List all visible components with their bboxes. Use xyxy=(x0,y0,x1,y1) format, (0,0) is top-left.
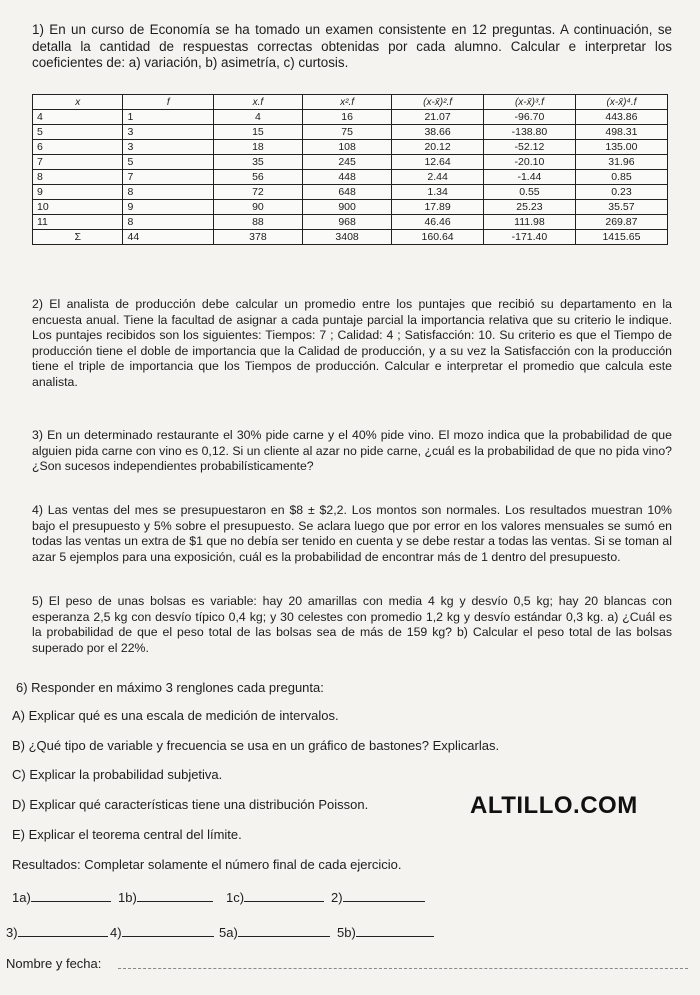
table-cell: 18 xyxy=(213,140,302,155)
table-row xyxy=(33,125,668,140)
table-row xyxy=(33,110,668,125)
table-header-row xyxy=(33,95,668,110)
table-cell: 0.55 xyxy=(483,185,575,200)
table-cell: 3408 xyxy=(302,230,391,245)
table-cell: 900 xyxy=(302,200,391,215)
table-cell: 16 xyxy=(302,110,391,125)
table-cell: -52.12 xyxy=(483,140,575,155)
col-xf: x.f xyxy=(213,95,302,110)
col-dev3: (x-x̄)³.f xyxy=(483,95,575,110)
answer-1c xyxy=(226,890,324,905)
table-row xyxy=(33,140,668,155)
table-cell: 56 xyxy=(213,170,302,185)
answer-5a-blank[interactable] xyxy=(238,925,330,937)
table-cell: 0.85 xyxy=(575,170,667,185)
col-dev4: (x-x̄)⁴.f xyxy=(575,95,667,110)
answer-5a xyxy=(219,925,330,940)
question-2: 2) El analista de producción debe calcular un promedio entre los puntajes que recibió su departamento en la encuesta anual. Tiene la facultad de asignar a cada puntaje parcial la importancia relativa que su criterio le indique. Los puntajes recibidos son los siguientes: Tiempos: 7 ; Calidad: 4 ; Satisfacción: 10. Su criterio es que el Tiempo de producción tiene el doble de importancia que la Calidad de producción, y a su vez la Satisfacción con la producción tiene el triple de importancia que los Tiempos de producción. Calcular e interpretar el promedio que calcula este analista. xyxy=(32,297,672,389)
name-date-field[interactable] xyxy=(118,968,688,969)
table-cell: -171.40 xyxy=(483,230,575,245)
table-cell: 1415.65 xyxy=(575,230,667,245)
table-cell: 15 xyxy=(213,125,302,140)
answer-5a-label: 5a) xyxy=(219,925,238,940)
table-cell: 20.12 xyxy=(392,140,484,155)
answer-3-label: 3) xyxy=(6,925,18,940)
answer-1a-label: 1a) xyxy=(12,890,31,905)
table-cell: 12.64 xyxy=(392,155,484,170)
table-cell: 75 xyxy=(302,125,391,140)
answer-2 xyxy=(331,890,425,905)
table-row xyxy=(33,155,668,170)
table-cell: 498.31 xyxy=(575,125,667,140)
table-row xyxy=(33,215,668,230)
answer-4-label: 4) xyxy=(110,925,122,940)
answer-2-blank[interactable] xyxy=(343,890,425,902)
table-cell: 968 xyxy=(302,215,391,230)
table-cell: 88 xyxy=(213,215,302,230)
table-cell: 1.34 xyxy=(392,185,484,200)
table-cell: 3 xyxy=(123,125,213,140)
question-3: 3) En un determinado restaurante el 30% pide carne y el 40% pide vino. El mozo indica que la probabilidad de que alguien pida carne con vino es 0,12. Si un cliente al azar no pide carne, ¿cuál es la probabilidad de que no pida vino? ¿Son sucesos independientes probabilísticamente? xyxy=(32,428,672,474)
table-cell: 5 xyxy=(123,155,213,170)
table-cell: 90 xyxy=(213,200,302,215)
table-cell: 35 xyxy=(213,155,302,170)
name-date-label: Nombre y fecha: xyxy=(6,956,102,971)
answer-1b-label: 1b) xyxy=(118,890,137,905)
table-cell: 5 xyxy=(33,125,123,140)
table-cell: 11 xyxy=(33,215,123,230)
question-6-item-e: E) Explicar el teorema central del límite. xyxy=(12,827,242,842)
table-cell: Σ xyxy=(33,230,123,245)
table-cell: 8 xyxy=(123,185,213,200)
question-1: 1) En un curso de Economía se ha tomado un examen consistente en 12 preguntas. A continuación, se detalla la cantidad de respuestas correctas obtenidas por cada alumno. Calcular e interpretar los coeficientes de: a) variación, b) asimetría, c) curtosis. xyxy=(32,22,672,70)
table-cell: 9 xyxy=(123,200,213,215)
table-row xyxy=(33,200,668,215)
table-cell: 108 xyxy=(302,140,391,155)
col-x: x xyxy=(33,95,123,110)
table-cell: -138.80 xyxy=(483,125,575,140)
table-cell: 31.96 xyxy=(575,155,667,170)
col-dev2: (x-x̄)².f xyxy=(392,95,484,110)
table-cell: 443.86 xyxy=(575,110,667,125)
answer-1c-blank[interactable] xyxy=(244,890,324,902)
answer-1b xyxy=(118,890,213,905)
table-cell: 0.23 xyxy=(575,185,667,200)
table-cell: 46.46 xyxy=(392,215,484,230)
table-cell: 378 xyxy=(213,230,302,245)
table-row xyxy=(33,170,668,185)
table-cell: 38.66 xyxy=(392,125,484,140)
answer-2-label: 2) xyxy=(331,890,343,905)
answer-4 xyxy=(110,925,214,940)
answer-3-blank[interactable] xyxy=(18,925,108,937)
question-6-item-d: D) Explicar qué características tiene una distribución Poisson. xyxy=(12,797,369,812)
col-x2f: x².f xyxy=(302,95,391,110)
table-cell: 448 xyxy=(302,170,391,185)
table-cell: 7 xyxy=(33,155,123,170)
table-cell: 4 xyxy=(33,110,123,125)
answer-4-blank[interactable] xyxy=(122,925,214,937)
answer-5b-blank[interactable] xyxy=(356,925,434,937)
table-cell: 2.44 xyxy=(392,170,484,185)
answer-1c-label: 1c) xyxy=(226,890,245,905)
table-cell: 3 xyxy=(123,140,213,155)
table-cell: 8 xyxy=(33,170,123,185)
question-5: 5) El peso de unas bolsas es variable: hay 20 amarillas con media 4 kg y desvío 0,5 kg; hay 20 blancas con esperanza 2,5 kg con desvío típico 0,4 kg; y 30 celestes con promedio 1,2 kg y desvío estándar 0,3 kg. a) ¿Cuál es la probabilidad de que el peso total de las bolsas sea de más de 159 kg? b) Calcular el peso total de las bolsas superado por el 22%. xyxy=(32,594,672,655)
table-cell: 648 xyxy=(302,185,391,200)
answer-1a xyxy=(12,890,111,905)
table-cell: 6 xyxy=(33,140,123,155)
table-cell: 111.98 xyxy=(483,215,575,230)
table-cell: -1.44 xyxy=(483,170,575,185)
watermark-logo: ALTILLO.COM xyxy=(470,792,638,819)
table-cell: 17.89 xyxy=(392,200,484,215)
question-6-item-b: B) ¿Qué tipo de variable y frecuencia se usa en un gráfico de bastones? Explicarlas. xyxy=(12,738,500,753)
answer-5b-label: 5b) xyxy=(337,925,356,940)
table-cell: 44 xyxy=(123,230,213,245)
col-f: f xyxy=(123,95,213,110)
answer-5b xyxy=(337,925,434,940)
table-row xyxy=(33,185,668,200)
results-intro: Resultados: Completar solamente el número final de cada ejercicio. xyxy=(12,857,402,872)
answer-3 xyxy=(6,925,108,940)
table-cell: 9 xyxy=(33,185,123,200)
answer-1b-blank[interactable] xyxy=(137,890,213,902)
table-cell: -96.70 xyxy=(483,110,575,125)
table-cell: 8 xyxy=(123,215,213,230)
question-4: 4) Las ventas del mes se presupuestaron en $8 ± $2,2. Los montos son normales. Los resultados muestran 10% bajo el presupuesto y 5% sobre el presupuesto. Se aclara luego que por error en los valores mensuales se sumó en todas las ventas un extra de $1 que no debía ser tenido en cuenta y se debe restar a todas las ventas. Si se toman al azar 5 ejemplos para una exposición, cuál es la probabilidad de encontrar más de 1 dentro del presupuesto. xyxy=(32,503,672,564)
table-cell: 21.07 xyxy=(392,110,484,125)
table-cell: 245 xyxy=(302,155,391,170)
table-cell: -20.10 xyxy=(483,155,575,170)
table-cell: 135.00 xyxy=(575,140,667,155)
table-cell: 7 xyxy=(123,170,213,185)
table-cell: 10 xyxy=(33,200,123,215)
question-6-item-c: C) Explicar la probabilidad subjetiva. xyxy=(12,767,223,782)
table-cell: 72 xyxy=(213,185,302,200)
table-cell: 25.23 xyxy=(483,200,575,215)
question-6-intro: 6) Responder en máximo 3 renglones cada pregunta: xyxy=(16,680,324,695)
table-cell: 1 xyxy=(123,110,213,125)
table-cell: 35.57 xyxy=(575,200,667,215)
table-cell: 269.87 xyxy=(575,215,667,230)
table-row xyxy=(33,230,668,245)
answer-1a-blank[interactable] xyxy=(31,890,111,902)
table-cell: 4 xyxy=(213,110,302,125)
frequency-table xyxy=(32,94,668,245)
question-6-item-a: A) Explicar qué es una escala de medición de intervalos. xyxy=(12,708,339,723)
table-cell: 160.64 xyxy=(392,230,484,245)
